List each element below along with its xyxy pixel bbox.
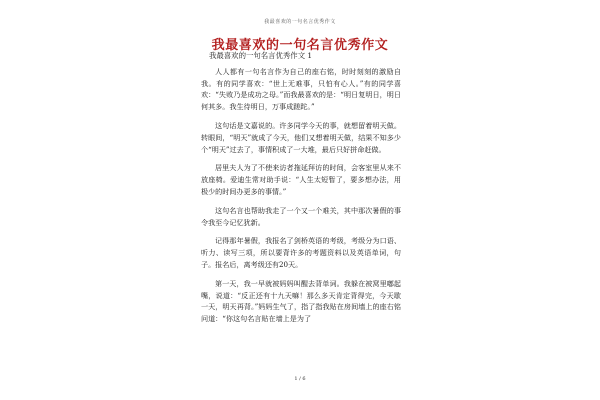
paragraph-5: 记得那年暑假，我报名了剑桥英语的考级，考级分为口语、听力、读写三项，所以要背许多的考题资料以及英语单词，句子。报名后，离考级还有20天。	[201, 236, 401, 269]
section-subtitle: 我最喜欢的一句名言优秀作文 1	[209, 51, 313, 60]
paragraph-3: 居里夫人为了不使来访者拖延拜访的时间，会客室里从来不放座椅。爱迪生常对助手说：“人生太短暂了，要多想办法，用极少的时间办更多的事情。”	[201, 163, 401, 196]
page-number: 1 / 6	[294, 376, 306, 382]
page-header: 我最喜欢的一句名言优秀作文	[264, 19, 336, 25]
paragraph-1: 人人都有一句名言作为自己的座右铭，时时刻刻的激励自我。有的同学喜欢：“世上无难事，只怕有心人。”有的同学喜欢：“失败乃是成功之母。”而我最喜欢的是：“明日复明日，明日何其多。我生待明日，万事成蹉跎。”	[201, 66, 401, 112]
document-title: 我最喜欢的一句名言优秀作文	[211, 38, 389, 53]
paragraph-6: 第一天，我一早就被妈妈叫醒去背单词。我躲在被窝里嘟起嘴，说道：“反正还有十九天嘛！那么多天肯定背得完，今天歇一天，明天再背。”妈妈生气了，指了指我贴在房间墙上的座右铭问道：“你这句名言贴在墙上是为了	[201, 278, 401, 324]
paragraph-4: 这句名言也帮助我走了一个又一个难关，其中那次暑假的事令我至今记忆犹新。	[201, 205, 401, 227]
paragraph-2: 这句话是文嘉说的。许多同学今天的事，就想留着明天做。转眼间，“明天”就成了今天，他们又想着明天做，结果不知多少个“明天”过去了，事情积成了一大堆，最后只好拼命赶做。	[201, 120, 401, 154]
article-body	[201, 50, 401, 332]
